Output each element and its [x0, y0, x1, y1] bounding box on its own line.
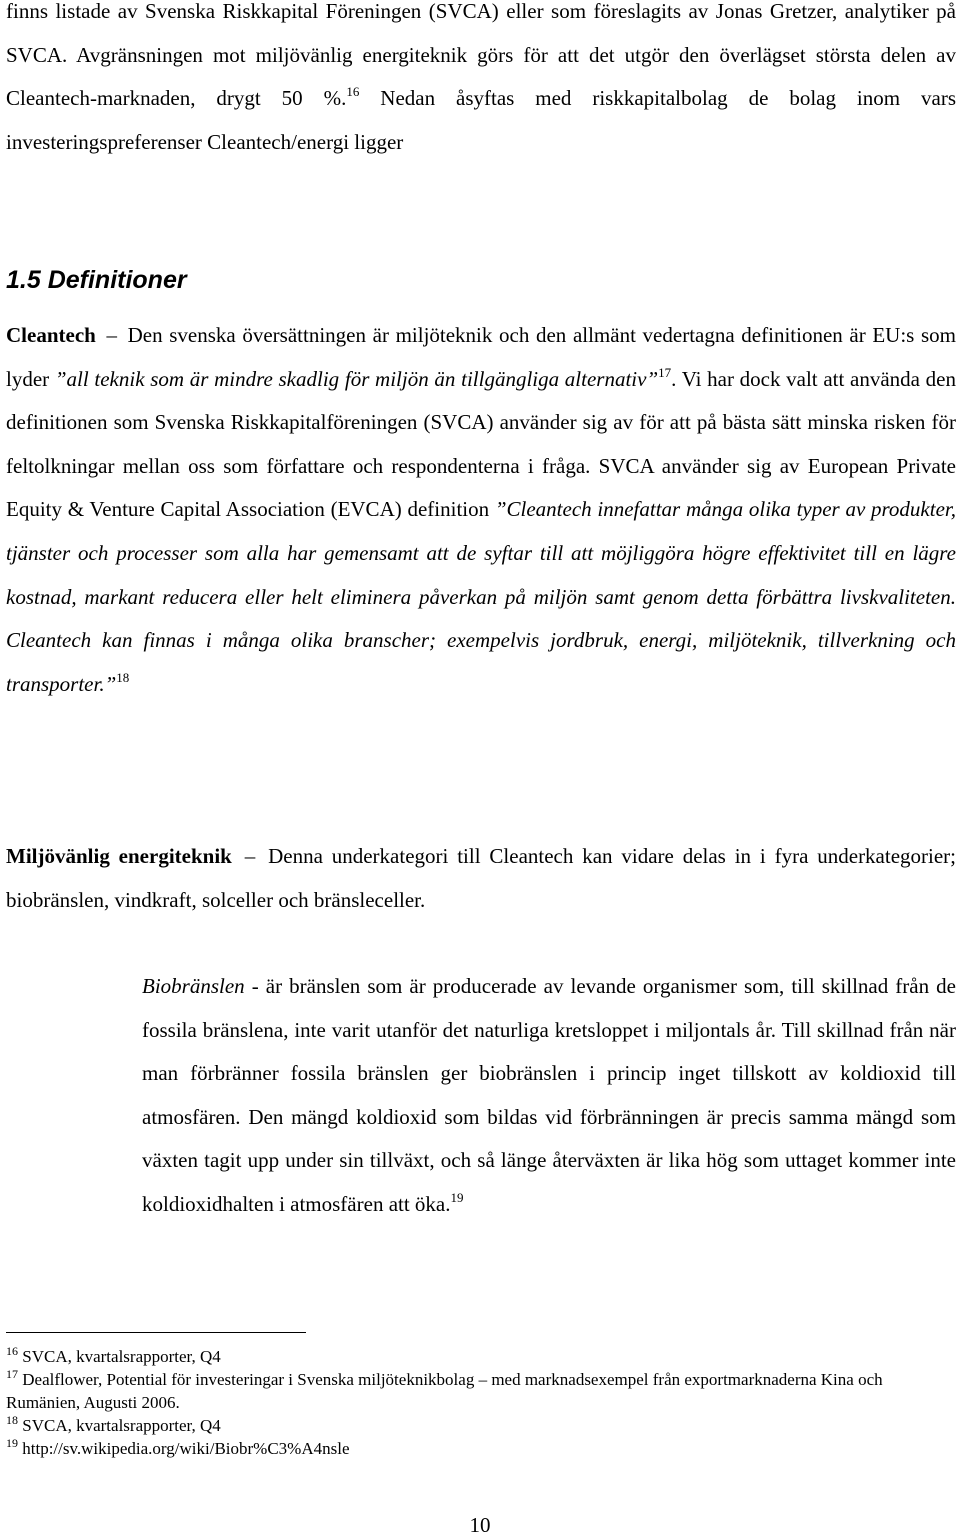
- footnote-19: [6, 1437, 956, 1460]
- page-number: 10: [469, 1513, 491, 1537]
- footnote-16: [6, 1345, 956, 1368]
- intro-text-a: finns listade av Svenska Riskkapital Föreningen (SVCA) eller som föreslagits av Jonas Gretzer, analytiker på SVCA. Avgränsningen mot miljövänlig energiteknik görs för att det utgör den överlägset största delen av Cleantech-marknaden, drygt 50 %.: [6, 0, 956, 111]
- biobranslen-term: Biobränslen: [142, 974, 245, 998]
- footnote-ref-19[interactable]: 19: [450, 1189, 464, 1205]
- evca-definition-quote: ”Cleantech innefattar många olika typer av produkter, tjänster och processer som alla har gemensamt att de syftar till att möjliggöra högre effektivitet till en lägre kostnad, markant reducera eller helt eliminera påverkan på miljön samt genom detta förbättra livskvaliteten. Cleantech kan finnas i många olika branscher; exempelvis jordbruk, energi, miljöteknik, tillverkning och transporter.”: [6, 497, 956, 696]
- energiteknik-dash: –: [244, 844, 256, 868]
- footnote-separator: [6, 1332, 306, 1333]
- footnote-17: [6, 1368, 956, 1414]
- footnote-ref-16[interactable]: 16: [346, 84, 360, 100]
- energiteknik-definition: [6, 835, 956, 922]
- footnote-ref-17[interactable]: 17: [658, 364, 672, 380]
- footnote-number: 16: [6, 1344, 18, 1358]
- energiteknik-text: Denna underkategori till Cleantech kan vidare delas in i fyra underkategorier; biobränslen, vindkraft, solceller och bränsleceller.: [6, 844, 957, 912]
- cleantech-dash: –: [106, 323, 117, 347]
- biobranslen-definition: [142, 965, 956, 1227]
- section-heading: 1.5 Definitioner: [6, 266, 187, 294]
- biobranslen-text: - är bränslen som är producerade av levande organismer som, till skillnad från de fossila bränslena, inte varit utanför det naturliga kretsloppet i miljontals år. Till skillnad från när man förbränner fossila bränslen ger biobränslen i princip inget tillskott av koldioxid till atmosfären. Den mängd koldioxid som bildas vid förbränningen är precis samma mängd som växten tagit upp under sin tillväxt, och så länge återväxten är lika hög som uttaget kommer inte koldioxidhalten i atmosfären att öka.: [142, 974, 956, 1216]
- footnote-text: SVCA, kvartalsrapporter, Q4: [22, 1416, 221, 1435]
- intro-text-b: Nedan åsyftas med riskkapitalbolag de bolag inom vars investeringspreferenser Cleantech/energi ligger: [6, 86, 956, 154]
- footnote-18: [6, 1414, 956, 1437]
- footnote-text: SVCA, kvartalsrapporter, Q4: [22, 1347, 221, 1366]
- footnote-text: Dealflower, Potential för investeringar i Svenska miljöteknikbolag – med marknadsexempel från exportmarknaderna Kina och Rumänien, Augusti 2006.: [6, 1370, 883, 1412]
- eu-definition-quote: ”all teknik som är mindre skadlig för miljön än tillgängliga alternativ”: [54, 366, 659, 391]
- footnote-number: 17: [6, 1367, 18, 1381]
- cleantech-text-a: Den svenska översättningen är miljöteknik och den allmänt vedertagna definitionen är EU:s som lyder: [6, 323, 957, 391]
- cleantech-term: Cleantech: [6, 323, 96, 347]
- footnote-link[interactable]: http://sv.wikipedia.org/wiki/Biobr%C3%A4nsle: [22, 1439, 350, 1458]
- cleantech-text-b: . Vi har dock valt att använda den definitionen som Svenska Riskkapitalföreningen (SVCA) använder sig av för att på bästa sätt minska risken för feltolkningar mellan oss som författare och respondenterna i fråga. SVCA använder sig av European Private Equity & Venture Capital Association (EVCA) definition: [6, 366, 956, 522]
- footnote-ref-18[interactable]: 18: [116, 669, 130, 685]
- footnote-number: 19: [6, 1436, 18, 1450]
- footnotes: [6, 1345, 956, 1460]
- cleantech-definition: [6, 314, 956, 706]
- energiteknik-term: Miljövänlig energiteknik: [6, 844, 232, 868]
- intro-paragraph: [6, 0, 956, 164]
- footnote-number: 18: [6, 1413, 18, 1427]
